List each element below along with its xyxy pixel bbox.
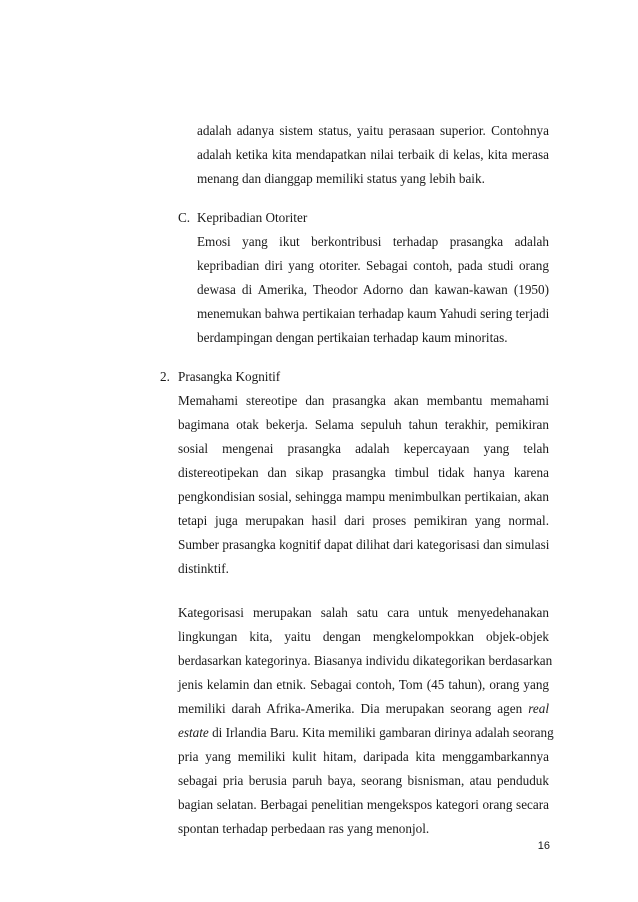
section-2-p2-line-4: jenis kelamin dan etnik. Sebagai contoh, Tom (45 tahun), orang yang [178,677,549,692]
section-2-p2-line-3: berdasarkan kategorinya. Biasanya individu dikategorikan berdasarkan [178,653,553,668]
section-2-p2-line-6 [178,725,554,741]
section-2-p1-line-8: distinktif. [178,561,229,576]
section-c-line-3: dewasa di Amerika, Theodor Adorno dan kawan-kawan (1950) [197,282,549,297]
section-c-line-2: kepribadian diri yang otoriter. Sebagai contoh, pada studi orang [197,258,549,273]
section-2-p2-line-8: sebagai pria berusia paruh baya, seorang bisnisman, atau penduduk [178,773,549,788]
section-2-p2-line-9: bagian selatan. Berbagai penelitian mengekspos kategori orang secara [178,797,549,812]
section-c-line-5: berdampingan dengan pertikaian terhadap kaum minoritas. [197,330,508,345]
section-2-p2-line-10: spontan terhadap perbedaan ras yang menonjol. [178,821,430,836]
section-c-line-1: Emosi yang ikut berkontribusi terhadap prasangka adalah [197,234,549,249]
section-2-p1-line-6: tetapi juga merupakan hasil dari proses pemikiran yang normal. [178,513,549,528]
section-c-line-4: menemukan bahwa pertikaian terhadap kaum Yahudi sering terjadi [197,306,550,321]
top-paragraph-line-1: adalah adanya sistem status, yaitu perasaan superior. Contohnya [197,123,549,138]
p2-line-5-text: memiliki darah Afrika-Amerika. Dia merupakan seorang agen [178,701,529,716]
section-2-p2-line-2: lingkungan kita, yaitu dengan mengkelompokkan objek-objek [178,629,549,644]
section-2-title: Prasangka Kognitif [178,369,281,384]
top-paragraph-line-2: adalah ketika kita mendapatkan nilai terbaik di kelas, kita merasa [197,147,549,162]
section-2-p1-line-2: bagimana otak bekerja. Selama sepuluh tahun terakhir, pemikiran [178,417,549,432]
section-2-p1-line-4: distereotipekan dan sikap prasangka timbul tidak hanya karena [178,465,549,480]
section-2-p2-line-7: pria yang memiliki kulit hitam, daripada kita menggambarkannya [178,749,549,764]
section-2-p1-line-7: Sumber prasangka kognitif dapat dilihat dari kategorisasi dan simulasi [178,537,550,552]
section-2-p2-line-1: Kategorisasi merupakan salah satu cara untuk menyedehanakan [178,605,549,620]
section-2-p1-line-1: Memahami stereotipe dan prasangka akan membantu memahami [178,393,549,408]
section-2-p2-line-5 [178,701,549,717]
page-number: 16 [537,840,550,852]
p2-line-6-text: di Irlandia Baru. Kita memiliki gambaran dirinya adalah seorang [208,725,554,740]
section-c-marker: C. [178,210,191,225]
section-2-p1-line-5: pengkondisian sosial, sehingga mampu menimbulkan pertikaian, akan [178,489,549,504]
top-paragraph-line-3: menang dan dianggap memiliki status yang lebih baik. [197,171,485,186]
p2-line-5-italic: real [528,701,549,716]
section-c-title: Kepribadian Otoriter [197,210,308,225]
section-2-p1-line-3: sosial mengenai prasangka adalah kepercayaan yang telah [178,441,549,456]
p2-line-6-italic: estate [178,725,209,740]
section-2-marker: 2. [160,369,170,384]
